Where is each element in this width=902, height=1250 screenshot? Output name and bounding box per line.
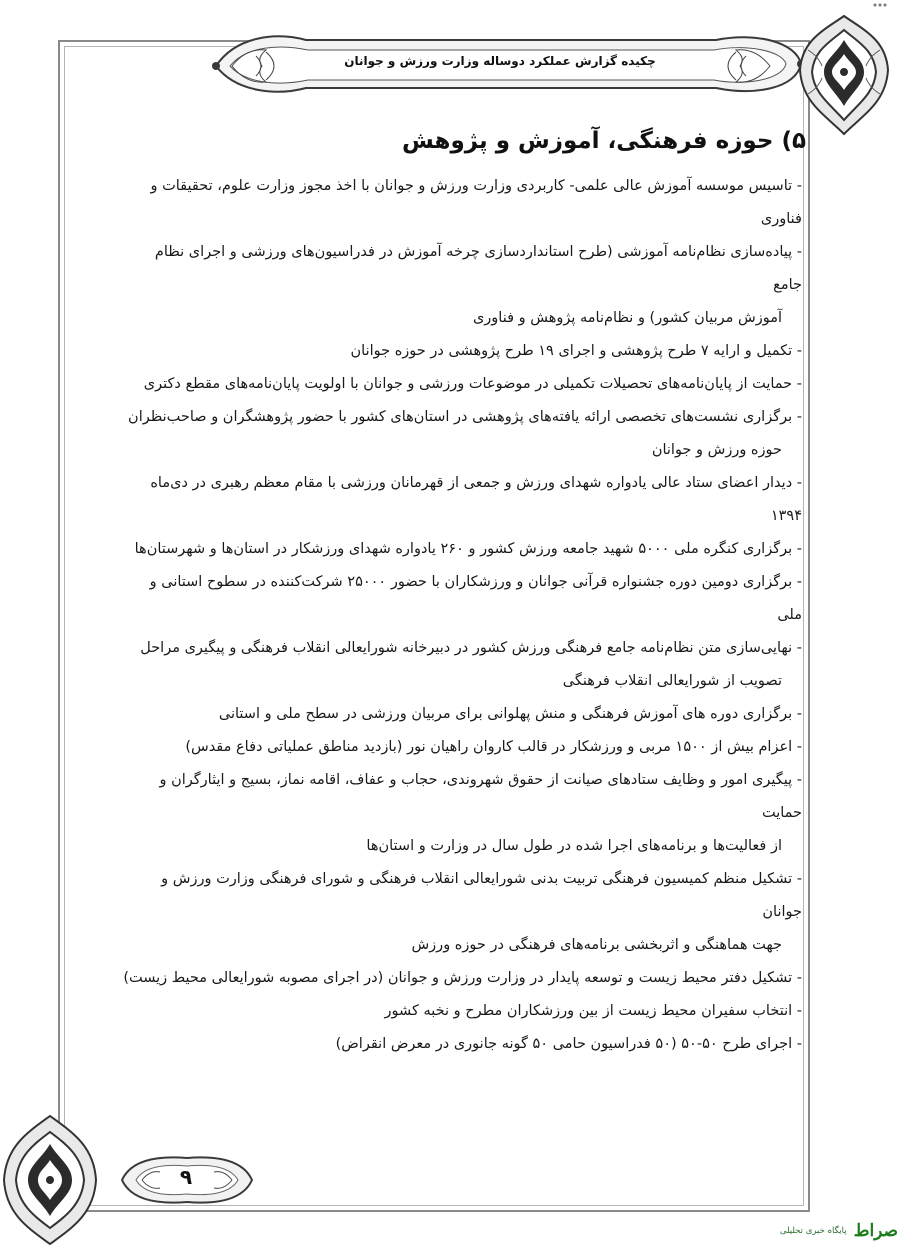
list-item-text: - اعزام بیش از ۱۵۰۰ مربی و ورزشکار در قالب کاروان راهیان نور (بازدید مناطق عملیاتی دفاع مقدس) [185, 739, 802, 755]
corner-dots-mark [872, 2, 888, 8]
list-item [122, 863, 802, 962]
list-item-continuation: آموزش مربیان کشور) و نظام‌نامه پژوهش و فناوری [472, 310, 782, 326]
list-item-text: - برگزاری کنگره ملی ۵۰۰۰ شهید جامعه ورزش کشور و ۲۶۰ یادواره شهدای ورزشکار در استان‌ها و شهرستان‌ها [134, 541, 802, 557]
list-item-text: - دیدار اعضای ستاد عالی یادواره شهدای ورزش و جمعی از قهرمانان ورزشی با مقام معظم رهبری در دی‌ماه ۱۳۹۴ [150, 475, 802, 524]
list-item [122, 170, 802, 236]
list-item [122, 368, 802, 401]
section-title: ۵) حوزه فرهنگی، آموزش و پژوهش [401, 128, 806, 154]
list-item-text: - برگزاری دومین دوره جشنواره قرآنی جوانان و ورزشکاران با حضور ۲۵۰۰۰ شرکت‌کننده در سطوح استانی و ملی [149, 574, 802, 623]
content-bullet-list [122, 170, 802, 1061]
list-item [122, 566, 802, 632]
list-item-text: - اجرای طرح ۵۰-۵۰ (۵۰ فدراسیون حامی ۵۰ گونه جانوری در معرض انقراض) [335, 1036, 802, 1052]
list-item-text: - برگزاری نشست‌های تخصصی ارائه یافته‌های پژوهشی در استان‌های کشور با حضور پژوهشگران و صاحب‌نظران [128, 409, 802, 425]
list-item-text: - تکمیل و ارایه ۷ طرح پژوهشی و اجرای ۱۹ طرح پژوهشی در حوزه جوانان [350, 343, 802, 359]
list-item [122, 1028, 802, 1061]
list-item-continuation: تصویب از شورایعالی انقلاب فرهنگی [562, 673, 782, 689]
list-item-text: - انتخاب سفیران محیط زیست از بین ورزشکاران مطرح و نخبه کشور [384, 1003, 802, 1019]
list-item [122, 698, 802, 731]
page-number: ۹ [179, 1165, 193, 1189]
list-item-text: - حمایت از پایان‌نامه‌های تحصیلات تکمیلی در موضوعات ورزشی و جوانان با اولویت پایان‌نامه‌های مقطع دکتری [143, 376, 802, 392]
site-logo-watermark [748, 1220, 898, 1246]
list-item [122, 632, 802, 698]
list-item-text: - تشکیل دفتر محیط زیست و توسعه پایدار در وزارت ورزش و جوانان (در اجرای مصوبه شورایعالی محیط زیست) [123, 970, 802, 986]
list-item-text: - تشکیل منظم کمیسیون فرهنگی تربیت بدنی شورایعالی انقلاب فرهنگی و شورای فرهنگی وزارت ورزش و جوانان [161, 871, 802, 920]
corner-ornament-top-right [794, 10, 894, 140]
list-item-continuation: حوزه ورزش و جوانان [651, 442, 782, 458]
list-item [122, 401, 802, 467]
list-item-text: - پیگیری امور و وظایف ستادهای صیانت از حقوق شهروندی، حجاب و عفاف، اقامه نماز، بسیج و ایثارگران و حمایت [159, 772, 802, 821]
list-item [122, 467, 802, 533]
list-item [122, 962, 802, 995]
list-item-text: - نهایی‌سازی متن نظام‌نامه جامع فرهنگی ورزش کشور در دبیرخانه شورایعالی انقلاب فرهنگی و پیگیری مراحل [140, 640, 802, 656]
list-item-text: - تاسیس موسسه آموزش عالی علمی- کاربردی وزارت ورزش و جوانان با اخذ مجوز وزارت علوم، تحقیقات و فناوری [150, 178, 802, 227]
list-item [122, 731, 802, 764]
list-item-continuation: جهت هماهنگی و اثربخشی برنامه‌های فرهنگی در حوزه ورزش [411, 937, 782, 953]
logo-subtitle: پایگاه خبری تحلیلی [779, 1225, 847, 1236]
list-item-text: - برگزاری دوره های آموزش فرهنگی و منش پهلوانی برای مربیان ورزشی در سطح ملی و استانی [218, 706, 802, 722]
list-item [122, 764, 802, 863]
list-item [122, 995, 802, 1028]
corner-ornament-bottom-left [0, 1110, 100, 1250]
list-item [122, 335, 802, 368]
logo-text: صراط [853, 1220, 898, 1241]
list-item [122, 236, 802, 335]
list-item [122, 533, 802, 566]
header-title: چکیده گزارش عملکرد دوساله وزارت ورزش و جوانان [344, 54, 656, 68]
list-item-continuation: از فعالیت‌ها و برنامه‌های اجرا شده در طول سال در وزارت و استان‌ها [366, 838, 782, 854]
list-item-text: - پیاده‌سازی نظام‌نامه آموزشی (طرح استانداردسازی چرخه آموزش در فدراسیون‌های ورزشی و اجرای نظام جامع [154, 244, 802, 293]
